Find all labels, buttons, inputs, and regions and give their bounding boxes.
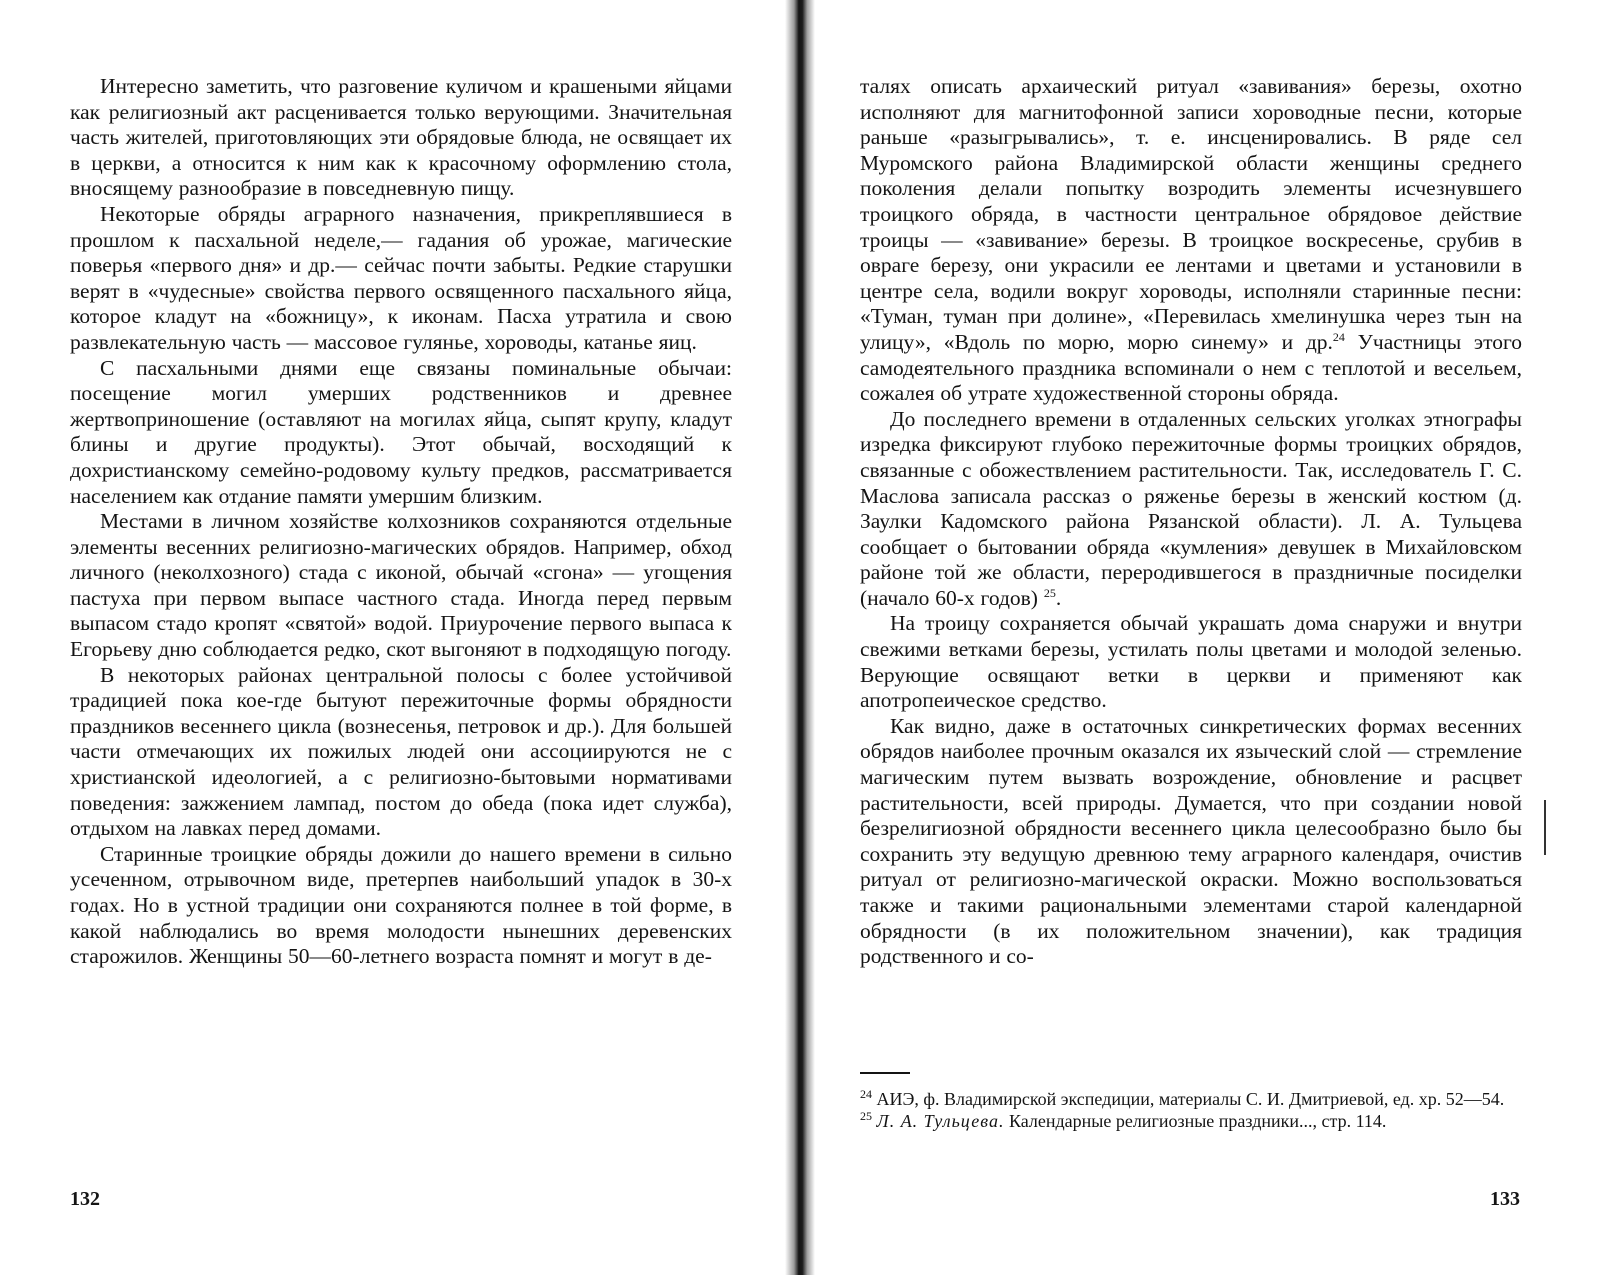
paragraph: Старинные троицкие обряды дожили до нашего времени в сильно усеченном, отрывочном виде, претерпев наибольший упадок в 30-х годах. Но в устной традиции они сохраняются полнее в той форме, в какой наблюдались во время молодости нынешних деревенских старожилов. Женщины 50—60-летнего возраста помнят и могут в де- — [70, 841, 732, 969]
footnote — [860, 1088, 1522, 1110]
paragraph-text: . — [1055, 585, 1062, 610]
footnote-ref: 24 — [1332, 329, 1345, 344]
footnote-text: Календарные религиозные праздники..., стр. 114. — [1008, 1111, 1387, 1131]
footnotes — [860, 1072, 1522, 1132]
footnote-author: Л. А. Тульцева. — [876, 1111, 1005, 1131]
paragraph: Интересно заметить, что разговение куличом и крашеными яйцами как религиозный акт расценивается только верующими. Значительная часть жителей, приготовляющих эти обрядовые блюда, не освящает их в церкви, а относится к ним как к красочному оформлению стола, вносящему разнообразие в повседневную пищу. — [70, 74, 732, 201]
right-text-column — [860, 74, 1522, 970]
paragraph: Некоторые обряды аграрного назначения, прикреплявшиеся в прошлом к пасхальной неделе,— гадания об урожае, магические поверья «первого дня» и др.— сейчас почти забыты. Редкие старушки верят в «чудесные» свойства первого освященного пасхального яйца, которое кладут на «божницу», к иконам. Пасха утратила и свою развлекательную часть — массовое гулянье, хороводы, катанье яиц. — [70, 201, 732, 354]
footnote — [860, 1110, 1522, 1132]
paragraph — [860, 74, 1522, 407]
paragraph: На троицу сохраняется обычай украшать дома снаружи и внутри свежими ветками березы, устилать полы цветами и молодой зеленью. Верующие освящают ветки в церкви и применяют как апотропеическое средство. — [860, 611, 1522, 713]
footnote-text: АИЭ, ф. Владимирской экспедиции, материалы С. И. Дмитриевой, ед. хр. 52—54. — [876, 1089, 1505, 1109]
page-number: 132 — [70, 1188, 100, 1210]
paragraph: Местами в личном хозяйстве колхозников сохраняются отдельные элементы весенних религиозно-магических обрядов. Например, обход личного (неколхозного) стада с иконой, обычай «сгона» — угощения пастуха при первом выпасе частного стада. Иногда перед первым выпасом стадо кропят «святой» водой. Приурочение первого выпаса к Егорьеву дню соблюдается редко, скот выгоняют в подходящую погоду. — [70, 509, 732, 662]
paragraph: В некоторых районах центральной полосы с более устойчивой традицией пока кое-где бытуют пережиточные формы обрядности праздников весеннего цикла (вознесенья, петровок и др.). Для большей части отмечающих их пожилых людей они ассоциируются не с христианской идеологией, а с религиозно-бытовыми нормативами поведения: зажжением лампад, постом до обеда (пока идет служба), отдыхом на лавках перед домами. — [70, 662, 732, 841]
paragraph-text: До последнего времени в отдаленных сельских уголках этнографы изредка фиксируют глубоко пережиточные формы троицких обрядов, связанные с обожествлением растительности. Так, исследователь Г. С. Маслова записала рассказ о ряженье березы в женский костюм (д. Заулки Кадомского района Рязанской области). Л. А. Тульцева сообщает о бытовании обряда «кумления» девушек в Михайловском районе той же области, переродившегося в праздничные посиделки (начало 60-х годов) — [860, 406, 1522, 610]
paragraph: С пасхальными днями еще связаны поминальные обычаи: посещение могил умерших родственников и древнее жертвоприношение (оставляют на могилах яйца, сыпят крупу, кладут блины и другие продукты). Этот обычай, восходящий к дохристианскому семейно-родовому культу предков, рассматривается населением как отдание памяти умершим близким. — [70, 355, 732, 508]
paragraph-text: талях описать архаический ритуал «завивания» березы, охотно исполняют для магнитофонной записи хороводные песни, которые раньше «разыгрывались», т. е. инсценировались. В ряде сел Муромского района Владимирской области женщины среднего поколения делали попытку возродить элементы исчезнувшего троицкого обряда, в частности центральное обрядовое действие троицы — «завивание» березы. В троицкое воскресенье, срубив в овраге березу, они украсили ее лентами и цветами и установили в центре села, водили вокруг хороводы, исполняли старинные песни: «Туман, туман при долине», «Перевилась хмелинушка через тын на улицу», «Вдоль по морю, морю синему» и др. — [860, 74, 1522, 354]
left-page — [0, 0, 790, 1275]
footnote-divider — [860, 1072, 910, 1074]
left-text-column — [70, 74, 732, 970]
paragraph: Как видно, даже в остаточных синкретических формах весенних обрядов наиболее прочным оказался их языческий слой — стремление магическим путем вызвать возрождение, обновление и расцвет растительности, всей природы. Думается, что при создании новой безрелигиозной обрядности весеннего цикла целесообразно было бы сохранить эту ведущую древнюю тему аграрного календаря, очистив ритуал от религиозно-магической окраски. Можно воспользоваться также и такими рациональными элементами старой календарной обрядности (в их положительном значении), как традиция родственного и со- — [860, 713, 1522, 969]
footnote-ref: 25 — [1043, 585, 1056, 600]
right-page — [810, 0, 1600, 1275]
footnote-number: 24 — [860, 1087, 872, 1101]
page-number: 133 — [1490, 1188, 1520, 1210]
margin-mark — [1544, 800, 1546, 855]
paragraph — [860, 407, 1522, 612]
paragraph-text: Участницы этого самодеятельного праздника вспоминали о нем с теплотой и весельем, сожалея об утрате художественной стороны обряда. — [860, 329, 1522, 406]
footnote-number: 25 — [860, 1109, 872, 1123]
